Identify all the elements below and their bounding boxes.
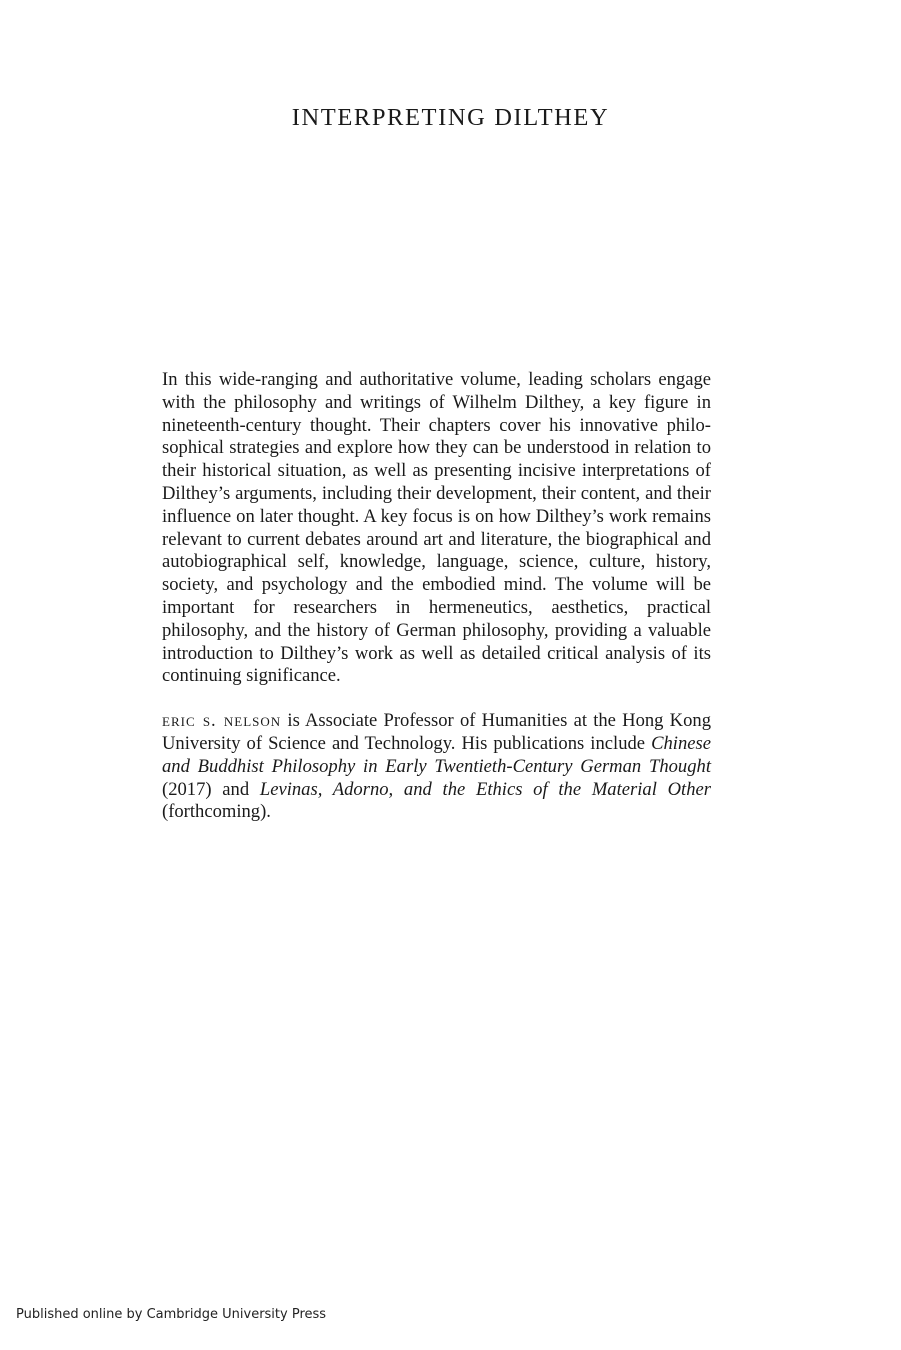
publication-status-2: (forthcoming).	[162, 801, 271, 823]
book-description: In this wide-ranging and authoritative volume, leading scholars engage with the philosophy and writings of Wilhelm Dilthey, a key figure in nineteenth-century thought. Their chapters cover his innovative philosophical strategies and explore how they can be understood in relation to their historical situation, as well as presenting incisive interpretations of Dilthey’s arguments, including their development, their content, and their influence on later thought. A key focus is on how Dilthey’s work remains relevant to current debates around art and literature, the biographical and autobiographical self, knowledge, language, science, culture, history, society, and psychology and the embodied mind. The volume will be important for researchers in hermeneutics, aesthetics, practical philosophy, and the history of German philosophy, providing a valuable introduction to Dilthey’s work as well as detailed critical analysis of its continuing significance.	[162, 369, 711, 687]
author-bio	[162, 710, 711, 824]
page-title: INTERPRETING DILTHEY	[291, 104, 610, 131]
publication-title-2: Levinas, Adorno, and the Ethics of the Material Other	[259, 778, 711, 800]
author-bio-intro: is Associate Professor of Humanities at the Hong Kong University of Science and Technology. His publications include	[162, 710, 711, 754]
author-name: eric s. nelson	[162, 710, 282, 732]
main-text-block	[162, 369, 711, 824]
publication-year-1: (2017) and	[162, 778, 260, 800]
publication-title-1: Chinese and Buddhist Philosophy in Early Twentieth-Century German Thought	[162, 732, 711, 777]
publisher-footer: Published online by Cambridge University Press	[16, 1307, 327, 1322]
